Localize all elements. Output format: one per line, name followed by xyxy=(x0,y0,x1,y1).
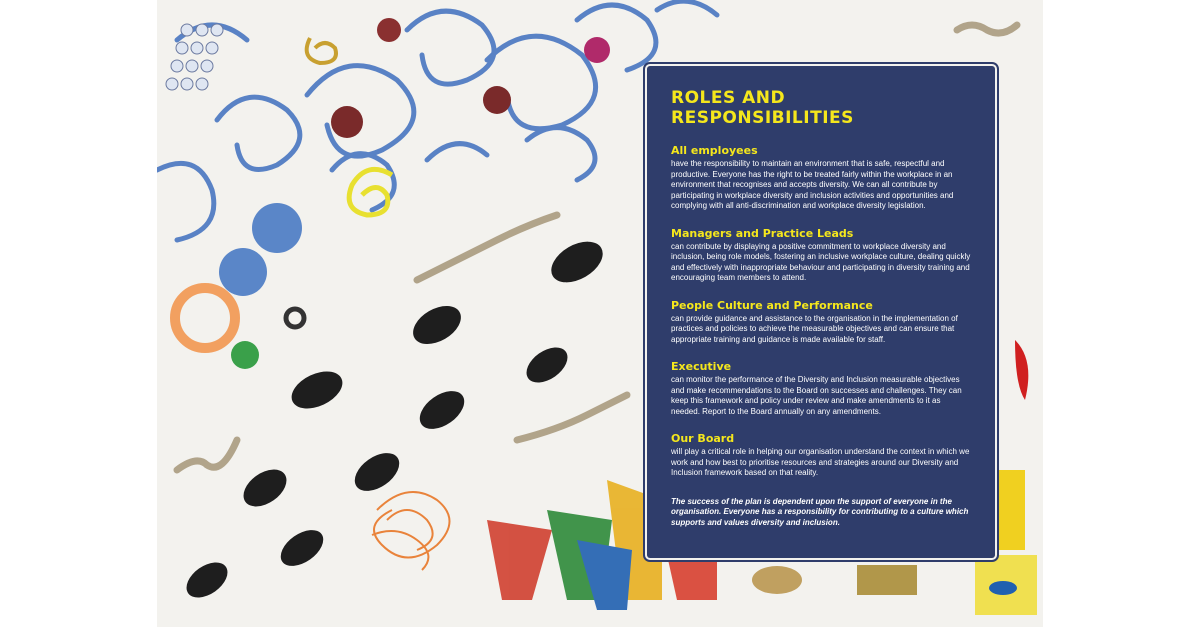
section-all-employees xyxy=(671,144,971,212)
section-body: can provide guidance and assistance to the organisation in the implementation of practices and policies to achieve the measurable objectives and can ensure that appropriate training and guidance is made available for staff. xyxy=(671,313,958,344)
section-heading: People Culture and Performance xyxy=(671,298,873,312)
section-heading: Managers and Practice Leads xyxy=(671,226,854,240)
section-our-board xyxy=(671,432,971,479)
section-managers xyxy=(671,227,971,284)
section-body: have the responsibility to maintain an environment that is safe, respectful and productive. Everyone has the right to be treated fairly within the workplace in an environment that recognises and accepts diversity. We can all contribute by participating in workplace diversity and inclusion activities and opportunities and complying with all anti-discrimination and workplace diversity legislation. xyxy=(671,159,954,210)
section-body: will play a critical role in helping our organisation understand the context in which we work and how best to prioritise resources and strategies around our Diversity and Inclusion framework based on that reality. xyxy=(671,447,970,477)
section-heading: All employees xyxy=(671,144,758,157)
section-people-culture xyxy=(671,299,971,346)
section-executive xyxy=(671,360,971,417)
section-heading: Our Board xyxy=(671,432,735,445)
section-body: can monitor the performance of the Diversity and Inclusion measurable objectives and make recommendations to the Board on successes and challenges. They can keep this framework and policy under review and make amendments to it as needed. Report to the Board annually on any amendments. xyxy=(671,375,962,416)
section-heading: Executive xyxy=(671,360,732,373)
roles-responsibilities-panel xyxy=(647,66,995,558)
section-body: can contribute by displaying a positive commitment to workplace diversity and inclusion, being role models, fostering an inclusive workplace culture, dealing quickly and effectively with inappropriate behaviour and participating in diversity training and encouraging team members to attend. xyxy=(671,241,971,282)
closing-statement: The success of the plan is dependent upon the support of everyone in the organisation. Everyone has a responsibility for contributing to a culture which supports and values diversity and inclusion. xyxy=(671,496,969,527)
panel-title: ROLES AND RESPONSIBILITIES xyxy=(671,88,854,128)
